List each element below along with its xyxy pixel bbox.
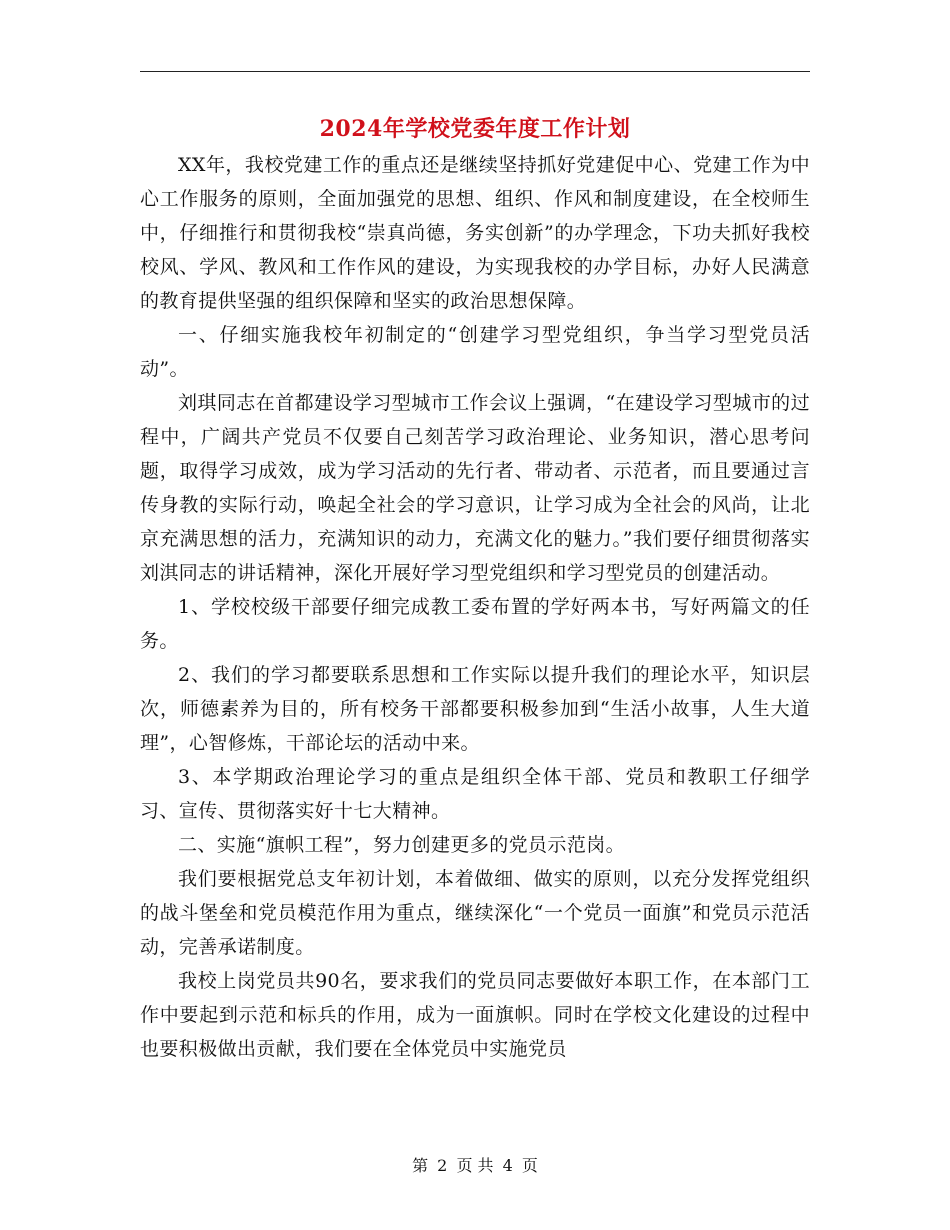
list-item-1: 1、学校校级干部要仔细完成教工委布置的学好两本书，写好两篇文的任务。 [140, 596, 810, 652]
header-rule [140, 71, 810, 72]
paragraph-quote: 刘琪同志在首都建设学习型城市工作会议上强调，“在建设学习型城市的过程中，广阔共产党员不仅要自己刻苦学习政治理论、业务知识，潜心思考问题，取得学习成效，成为学习活动的先行者、带动者、示范者，而且要通过言传身教的实际行动，唤起全社会的学习意识，让学习成为全社会的风尚，让北京充满思想的活力，充满知识的动力，充满文化的魅力。”我们要仔细贯彻落实刘淇同志的讲话精神，深化开展好学习型党组织和学习型党员的创建活动。 [140, 392, 810, 584]
section-heading-1: 一、仔细实施我校年初制定的“创建学习型党组织，争当学习型党员活动”。 [140, 324, 810, 380]
section-heading-2: 二、实施“旗帜工程”，努力创建更多的党员示范岗。 [178, 834, 626, 856]
footer-suffix: 页 [521, 1156, 538, 1175]
paragraph-intro: XX年，我校党建工作的重点还是继续坚持抓好党建促中心、党建工作为中心工作服务的原则，全面加强党的思想、组织、作风和制度建设，在全校师生中，仔细推行和贯彻我校“崇真尚德，务实创新”的办学理念，下功夫抓好我校校风、学风、教风和工作作风的建设，为实现我校的办学目标，办好人民满意的教育提供坚强的组织保障和坚实的政治思想保障。 [140, 154, 810, 312]
document-title: 2024年学校党委年度工作计划 [319, 116, 631, 142]
document-body [140, 148, 810, 1066]
paragraph-members: 我校上岗党员共90名，要求我们的党员同志要做好本职工作，在本部门工作中要起到示范和标兵的作用，成为一面旗帜。同时在学校文化建设的过程中也要积极做出贡献，我们要在全体党员中实施党员 [140, 970, 810, 1060]
footer-prefix: 第 [412, 1156, 429, 1175]
list-item-3: 3、本学期政治理论学习的重点是组织全体干部、党员和教职工仔细学习、宣传、贯彻落实好十七大精神。 [140, 766, 810, 822]
paragraph-plan: 我们要根据党总支年初计划，本着做细、做实的原则，以充分发挥党组织的战斗堡垒和党员模范作用为重点，继续深化“一个党员一面旗”和党员示范活动，完善承诺制度。 [140, 868, 810, 958]
page-footer [0, 1153, 950, 1176]
footer-middle: 页 共 [456, 1156, 494, 1175]
list-item-2: 2、我们的学习都要联系思想和工作实际以提升我们的理论水平，知识层次，师德素养为目的，所有校务干部都要积极参加到“生活小故事，人生大道理”，心智修炼，干部论坛的活动中来。 [140, 664, 810, 754]
footer-total-pages: 4 [502, 1156, 513, 1175]
footer-page-number: 2 [437, 1156, 448, 1175]
